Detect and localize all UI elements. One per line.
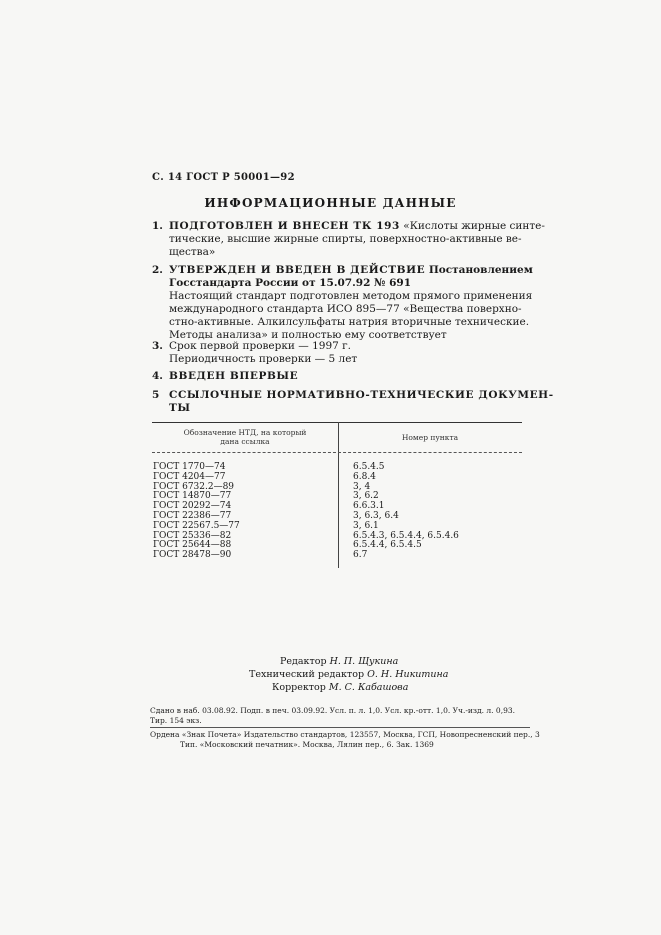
item-number: 2. [152,264,163,276]
table-header-clause: Номер пункта [401,433,459,442]
table-cell-ntd: ГОСТ 28478—90 [153,550,232,561]
publisher-line: Тип. «Московский печатник». Москва, Лялин пер., 6. Зак. 1369 [180,739,434,749]
item-line: щества» [169,246,216,258]
table-top-rule [152,422,522,423]
credit-editor: Редактор Н. П. Щукина [280,656,399,667]
item-number: 5 [152,389,160,401]
table-header-rule [152,452,522,453]
item-line: Настоящий стандарт подготовлен методом прямого применения [169,290,533,302]
section-title: ИНФОРМАЦИОННЫЕ ДАННЫЕ [204,196,457,210]
item-line: Срок первой проверки — 1997 г. [169,340,352,352]
table-cell-clause: 6.7 [353,550,368,561]
table-column-ntd [153,463,240,561]
table-header-ntd: Обозначение НТД, на который дана ссылка [183,428,307,446]
item-line: Методы анализа» и полностью ему соответствует [169,329,447,341]
item-line: Периодичность проверки — 5 лет [169,353,358,365]
table-cell-ntd: ГОСТ 6732.2—89 [153,481,235,492]
item-line: Госстандарта России от 15.07.92 № 691 [169,277,412,289]
table-cell-ntd: ГОСТ 22386—77 [153,510,232,521]
imprint-line: Тир. 154 экз. [150,715,202,725]
item-line: международного стандарта ИСО 895—77 «Вещества поверхно- [169,303,522,315]
table-cell-ntd: ГОСТ 1770—74 [153,462,226,472]
imprint-rule [150,727,530,728]
item-line: ССЫЛОЧНЫЕ НОРМАТИВНО-ТЕХНИЧЕСКИЕ ДОКУМЕН- [169,389,554,401]
table-column-divider [338,422,339,568]
credit-tech-editor: Технический редактор О. Н. Никитина [249,669,449,680]
table-cell-clause: 6.8.4 [353,471,376,482]
item-line: УТВЕРЖДЕН И ВВЕДЕН В ДЕЙСТВИЕ Постановлением [169,264,533,276]
publisher-line: Ордена «Знак Почета» Издательство стандартов, 123557, Москва, ГСП, Новопресненский пер., 3 [150,730,540,739]
table-cell-ntd: ГОСТ 14870—77 [153,491,232,502]
table-cell-clause: 6.5.4.4, 6.5.4.5 [353,540,422,551]
table-cell-ntd: ГОСТ 22567.5—77 [153,520,240,531]
item-number: 1. [152,220,163,232]
table-cell-ntd: ГОСТ 4204—77 [153,471,226,482]
imprint-block [150,706,515,725]
table-cell-clause: 6.6.3.1 [353,501,385,512]
table-cell-ntd: ГОСТ 20292—74 [153,501,232,512]
credit-corrector: Корректор М. С. Кабашова [272,682,409,693]
item-line: ВВЕДЕН ВПЕРВЫЕ [169,370,299,382]
table-cell-ntd: ГОСТ 25336—82 [153,530,232,541]
table-column-clause [353,463,459,561]
page-number: С. 14 ГОСТ Р 50001—92 [152,172,295,183]
table-cell-clause: 6.5.4.5 [353,462,385,472]
table-cell-clause: 3, 6.1 [353,520,379,531]
imprint-line: Сдано в наб. 03.08.92. Подп. в печ. 03.09.92. Усл. п. л. 1,0. Усл. кр.-отт. 1,0. Уч.-изд. л. 0,93. [150,706,516,715]
table-cell-clause: 3, 4 [353,481,371,492]
item-line: тические, высшие жирные спирты, поверхностно-активные ве- [169,233,522,245]
item-number: 4. [152,370,163,382]
table-cell-clause: 6.5.4.3, 6.5.4.4, 6.5.4.6 [353,530,459,541]
table-cell-ntd: ГОСТ 25644—88 [153,540,232,551]
item-number: 3. [152,340,163,352]
publisher-block [150,730,540,749]
item-line: стно-активные. Алкилсульфаты натрия вторичные технические. [169,316,530,328]
item-line: ПОДГОТОВЛЕН И ВНЕСЕН ТК 193 «Кислоты жирные синте- [169,220,545,232]
table-cell-clause: 3, 6.2 [353,491,379,502]
table-cell-clause: 3, 6.3, 6.4 [353,510,399,521]
item-line: ТЫ [169,402,191,414]
